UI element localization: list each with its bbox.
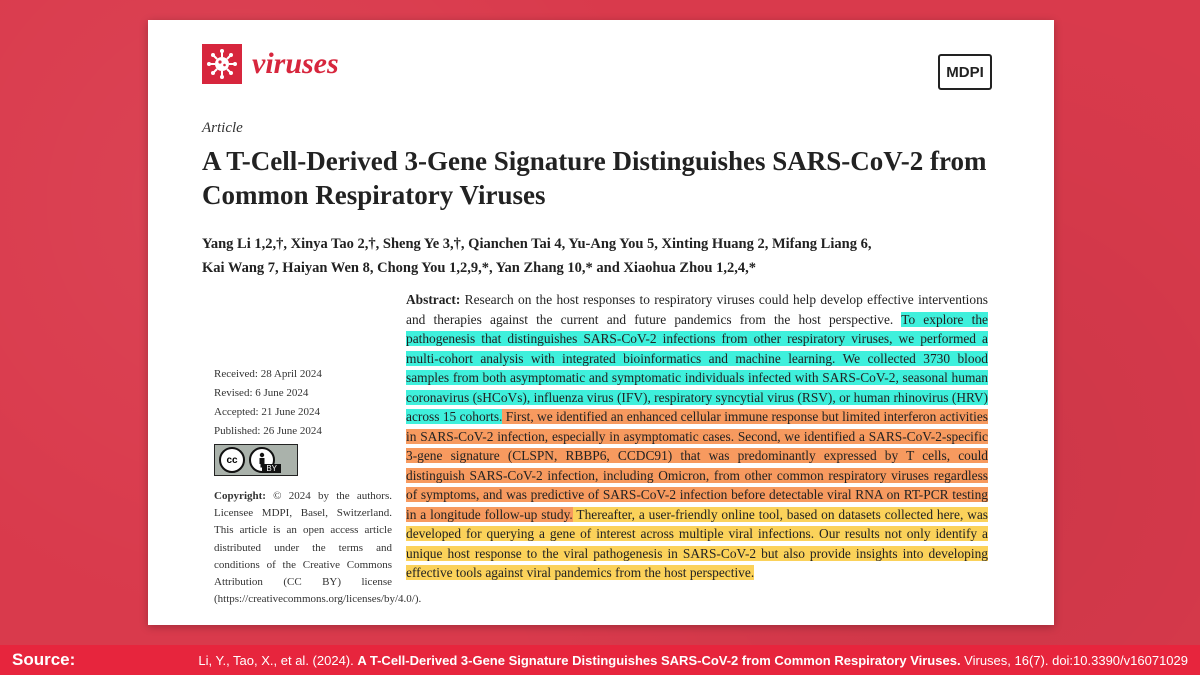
virus-icon (202, 44, 242, 84)
abstract-highlight-methods: To explore the pathogenesis that distinguishes SARS-CoV-2 infections from other respiratory viruses, we performed a multi-cohort analysis with integrated bioinformatics and machine learning. We collected 3730 blood samples from both asymptomatic and symptomatic individuals infected with SARS-CoV-2, seasonal human coronavirus (sHCoVs), influenza virus (IFV), respiratory syncytial virus (RSV), or human rhinovirus (HRV) across 15 cohorts. (406, 311, 988, 424)
source-bar (0, 645, 1200, 675)
source-citation (198, 653, 1188, 668)
publication-dates (214, 365, 322, 441)
citation-title: A T-Cell-Derived 3-Gene Signature Distinguishes SARS-CoV-2 from Common Respiratory Viruses. (357, 652, 961, 668)
by-label: BY (262, 464, 281, 473)
abstract-label: Abstract: (406, 292, 461, 307)
cc-by-license-badge[interactable] (214, 444, 298, 476)
abstract-highlight-conclusion: Thereafter, a user-friendly online tool, based on datasets collected here, was developed for querying a gene of interest across multiple viral infections. Our results not only identify a unique host response to the viral pathogenesis in SARS-CoV-2 but also provide insights into developing effective tools against viral pandemics from the host perspective. (406, 506, 988, 580)
author-line: Kai Wang 7, Haiyan Wen 8, Chong You 1,2,9,*, Yan Zhang 10,* and Xiaohua Zhou 1,2,4,* (202, 260, 756, 276)
citation-authors: Li, Y., Tao, X., et al. (2024). (198, 652, 358, 668)
abstract-highlight-results: First, we identified an enhanced cellular immune response but limited interferon activities in SARS-CoV-2 infection, especially in asymptomatic cases. Second, we identified a SARS-CoV-2-specific 3-gene signature (CLSPN, RBBP6, CCDC91) that was predominantly expressed by T cells, could distinguish SARS-CoV-2 infection, including Omicron, from other common respiratory viruses regardless of symptoms, and was predictive of SARS-CoV-2 infection before detectable viral RNA on RT-PCR testing in a longitude follow-up study. (406, 409, 988, 522)
author-list (202, 232, 1022, 280)
article-type: Article (202, 120, 243, 136)
journal-name: viruses (252, 47, 339, 80)
copyright-label: Copyright: (214, 490, 266, 502)
abstract (406, 290, 988, 583)
accepted-date: Accepted: 21 June 2024 (214, 406, 320, 418)
source-label: Source: (12, 650, 76, 669)
journal-logo (202, 44, 339, 84)
article-title: A T-Cell-Derived 3-Gene Signature Distinguishes SARS-CoV-2 from Common Respiratory Viruses (202, 146, 987, 210)
revised-date: Revised: 6 June 2024 (214, 387, 309, 399)
citation-journal: Viruses, 16(7). doi:10.3390/v16071029 (960, 652, 1188, 668)
author-line: Yang Li 1,2,†, Xinya Tao 2,†, Sheng Ye 3,†, Qianchen Tai 4, Yu-Ang You 5, Xinting Huang 2, Mifang Liang 6, (202, 236, 872, 252)
paper-page (148, 20, 1054, 625)
received-date: Received: 28 April 2024 (214, 368, 322, 380)
publisher-name: MDPI (938, 54, 992, 90)
abstract-intro: Research on the host responses to respiratory viruses could help develop effective interventions and therapies against the current and future pandemics from the host perspective. (406, 292, 988, 327)
copyright-notice (214, 488, 422, 608)
published-date: Published: 26 June 2024 (214, 425, 322, 437)
cc-icon: cc (219, 447, 245, 473)
copyright-text: © 2024 by the authors. Licensee MDPI, Basel, Switzerland. This article is an open access article distributed under the terms and conditions of the Creative Commons Attribution (CC BY) license (https://creativecommons.org/licenses/by/4.0/). (214, 490, 422, 606)
publisher-logo (938, 54, 992, 90)
